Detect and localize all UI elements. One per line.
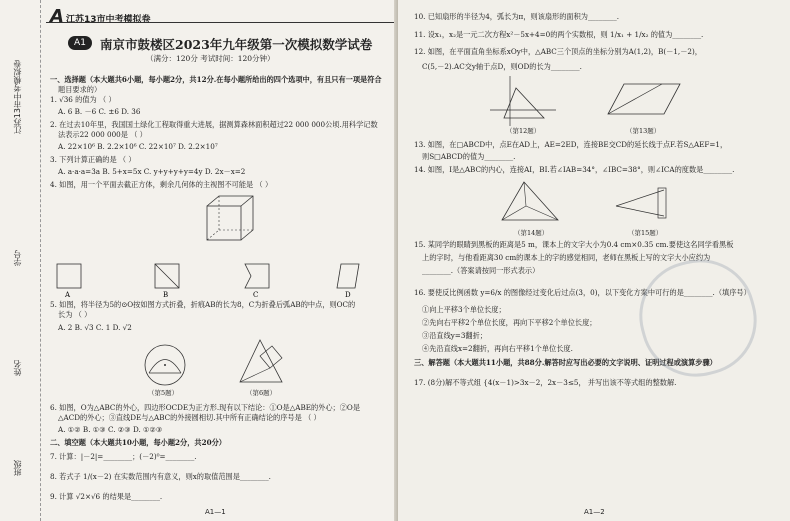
brand-logo: A江苏13市中考模拟卷 — [50, 6, 151, 27]
question-line: 13. 如图，在□ABCD中，点E在AD上，AE=2ED，连接BE交CD的延长线于点F.若S△AEF=1， — [414, 140, 728, 149]
page-number-right: A1—2 — [584, 508, 605, 516]
header-rule — [46, 22, 394, 23]
question-line: C(5,－2).AC交y轴于点D，则OD的长为________. — [422, 62, 582, 71]
question-line: ③沿直线y=3翻折； — [422, 331, 487, 340]
figure-q14 — [500, 180, 560, 224]
page-number-left: A1—1 — [205, 508, 226, 516]
question-line: 三、解答题（本大题共11小题，共88分.解答时应写出必要的文字说明、证明过程或演算步骤） — [414, 358, 717, 367]
svg-text:C: C — [253, 291, 259, 298]
caption-q6: （第6题） — [246, 389, 277, 397]
figure-q5-circle — [140, 340, 190, 390]
question-line: 3. 下列计算正确的是 （ ） — [50, 155, 136, 164]
question-line: 11. 设x₁，x₂是一元二次方程x²－5x+4=0的两个实数根，则 1/x₁ + 1/x₂ 的值为________. — [414, 30, 704, 39]
question-line: 则S□ABCD的值为________. — [422, 152, 516, 161]
question-line: ________.（答案请按同一形式表示） — [422, 266, 540, 275]
question-line: △ACD的外心；③直线DE与△ABC的外接圆相切.其中所有正确结论的序号是 （ ） — [58, 413, 321, 422]
question-line: 9. 计算 √2×√6 的结果是________. — [50, 492, 163, 501]
question-line: A. ①② B. ①③ C. ②③ D. ①②③ — [58, 425, 163, 434]
q4-options — [55, 262, 375, 298]
sidebar-field-class: 班级 — [13, 460, 22, 476]
figure-q13 — [604, 80, 684, 120]
question-line: ④先沿直线x=2翻折，再向右平移1个单位长度. — [422, 344, 573, 353]
question-line: 1. √36 的值为 （ ） — [50, 95, 116, 104]
question-line: 16. 要使反比例函数 y=6/x 的图像经过变化后过点(3，0)，以下变化方案中可行的是________.（填序号） — [414, 288, 751, 297]
caption-q14: （第14题） — [514, 229, 549, 237]
figure-q6 — [230, 336, 290, 388]
sidebar-field-name: 姓名 — [13, 360, 22, 376]
question-line: A. 2 B. √3 C. 1 D. √2 — [58, 323, 132, 332]
figure-cube — [205, 192, 265, 254]
question-line: 10. 已知扇形的半径为4，弧长为π，则该扇形的面积为________. — [414, 12, 619, 21]
figure-q15 — [614, 186, 670, 220]
question-line: 二、填空题（本大题共10小题，每小题2分，共20分） — [50, 438, 226, 447]
question-line: ②先向右平移2个单位长度，再向下平移2个单位长度； — [422, 318, 597, 327]
question-line: 8. 若式子 1/(x－2) 在实数范围内有意义，则x的取值范围是________. — [50, 472, 271, 481]
question-line: A. 22×10⁶ B. 2.2×10⁶ C. 22×10⁷ D. 2.2×10⁷ — [58, 142, 218, 151]
question-line: 法表示22 000 000是 （ ） — [58, 130, 147, 139]
question-line: 题目要求的） — [58, 85, 102, 94]
question-line: A. a·a·a=3a B. 5+x=5x C. y+y+y+y=4y D. 2x－x=2 — [58, 167, 246, 176]
question-line: 6. 如图，O为△ABC的外心，四边形OCDE为正方形.现有以下结论：①O是△ABE的外心；②O是 — [50, 403, 361, 412]
question-line: 7. 计算：|－2|=________；(－2)⁰=________. — [50, 452, 197, 461]
paper-title: 南京市鼓楼区2023年九年级第一次模拟数学试卷 — [100, 37, 373, 52]
question-line: 2. 在过去10年里，我国国土绿化工程取得重大进展，据测算森林面积超过22 000 000公顷.用科学记数 — [50, 120, 378, 129]
question-line: 5. 如图，将半径为5的⊙O按如图方式折叠，折痕AB的长为8，C为折叠后弧AB的中点，则OC的 — [50, 300, 356, 309]
svg-text:B: B — [163, 291, 169, 298]
question-line: 14. 如图，I是△ABC的内心，连接AI，BI.若∠IAB=34°，∠IBC=38°，则∠ICA的度数是________. — [414, 165, 735, 174]
question-line: ①向上平移3个单位长度； — [422, 305, 506, 314]
question-line: 12. 如图，在平面直角坐标系xOy中，△ABC三个顶点的坐标分别为A(1,2)，B(－1,－2)， — [414, 47, 702, 56]
paper-badge: A1 — [68, 36, 92, 50]
paper-subtitle: （满分：120分 考试时间：120分钟） — [146, 54, 275, 63]
figure-q12 — [488, 74, 558, 128]
svg-text:A: A — [65, 291, 71, 298]
question-line: 15. 某同学的眼睛到黑板的距离是5 m，课本上的文字大小为0.4 cm×0.35 cm.要使这名同学看黑板 — [414, 240, 734, 249]
sidebar-brand: 江苏13市中考模拟卷 — [13, 60, 22, 135]
question-line: 长为 （ ） — [58, 310, 92, 319]
binding-sidebar — [0, 0, 41, 521]
question-line: 一、选择题（本大题共6小题，每小题2分，共12分.在每小题所给出的四个选项中，有且只有一项是符合 — [50, 75, 382, 84]
right-page — [398, 0, 790, 521]
question-line: A. 6 B. －6 C. ±6 D. 36 — [58, 107, 141, 116]
question-line: 上的字时，与他看距离30 cm的课本上的字的感觉相同，老师在黑板上写的文字大小应约为 — [422, 253, 711, 262]
caption-q13: （第13题） — [626, 127, 661, 135]
caption-q5: （第5题） — [148, 389, 179, 397]
question-line: 17. (8分)解不等式组 {4(x－1)>3x－2，2x－3≤5， 并写出该不等式组的整数解. — [414, 378, 677, 387]
svg-text:D: D — [345, 291, 351, 298]
caption-q15: （第15题） — [628, 229, 663, 237]
question-line: 4. 如图，用一个平面去截正方体，剩余几何体的主视图不可能是 （ ） — [50, 180, 273, 189]
caption-q12: （第12题） — [506, 127, 541, 135]
sidebar-field-id: 学号 — [13, 250, 22, 266]
